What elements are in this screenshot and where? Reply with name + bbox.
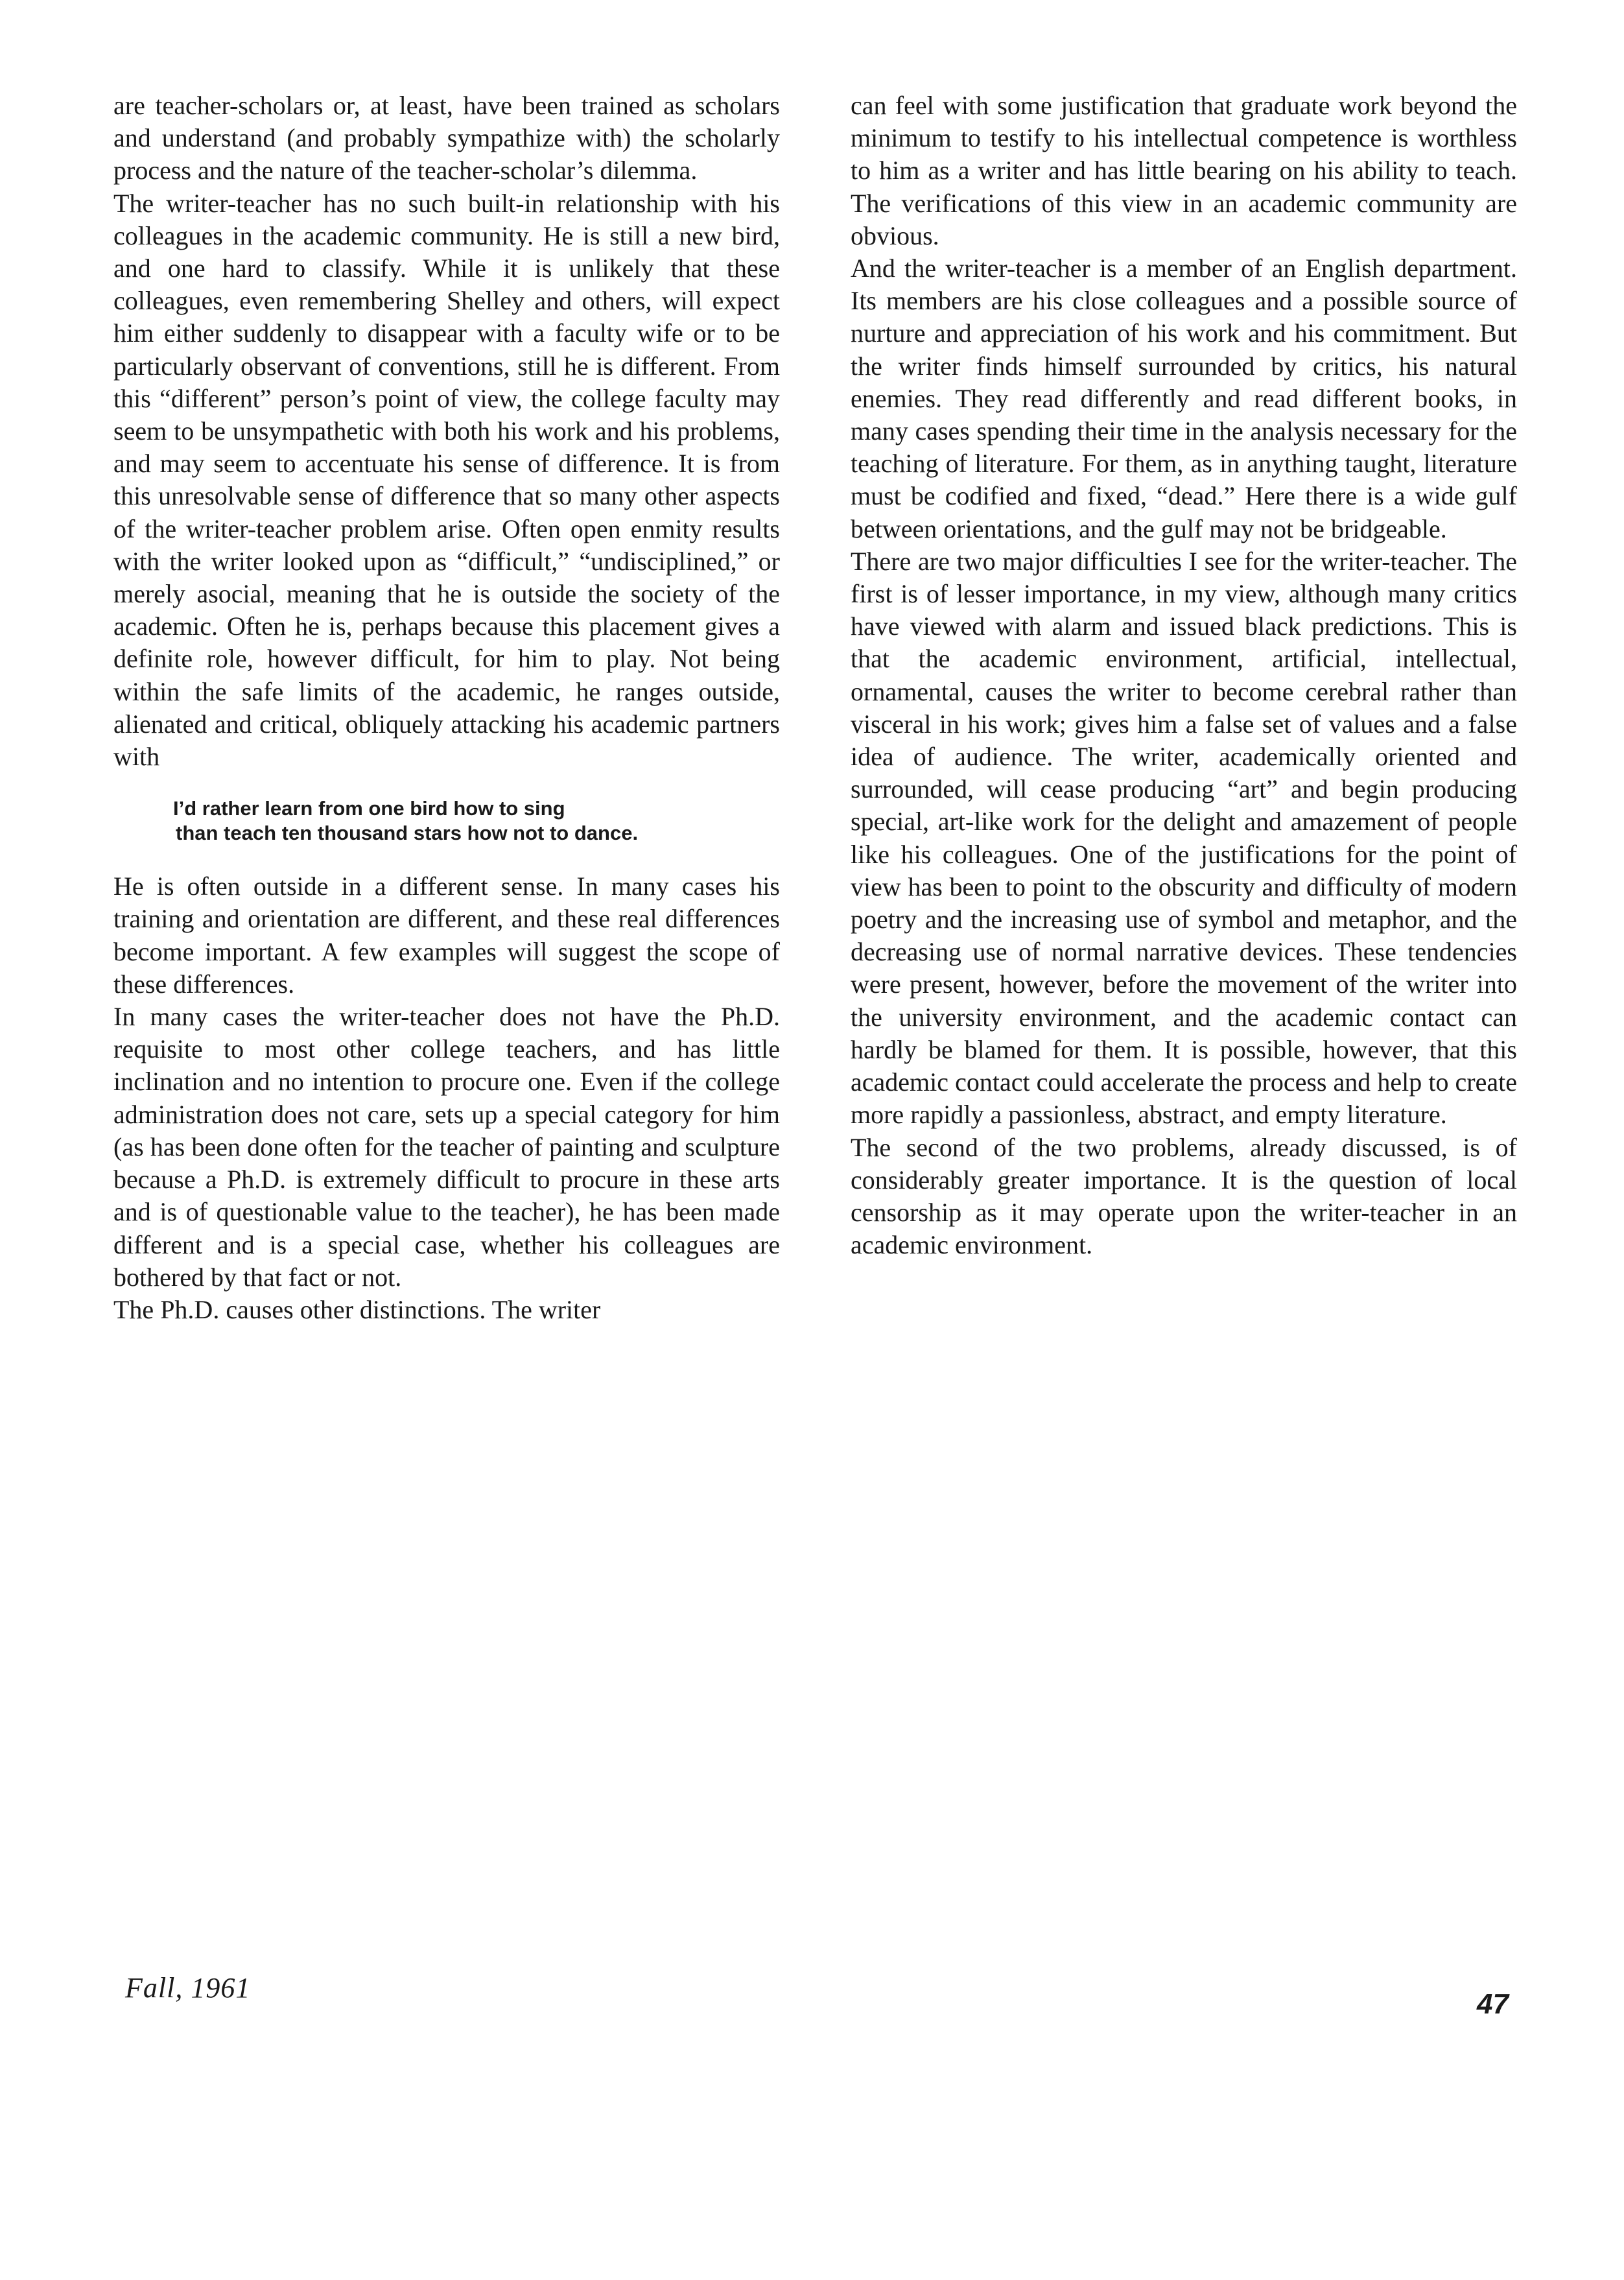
paragraph: The Ph.D. causes other distinctions. The writer: [113, 1294, 601, 1324]
paragraph: He is often outside in a different sense. In many cases his training and orientation are different, and these real differences become important. A few examples will suggest the scope of these differences.: [113, 872, 780, 999]
verse-quotation: [113, 796, 780, 846]
paragraph: The writer-teacher has no such built-in relationship with his colleagues in the academic community. He is still a new bird, and one hard to classify. While it is unlikely that these colleagues, even remembering Shelley and others, will expect him either suddenly to disappear with a faculty wife or to be particularly observant of conventions, still he is different. From this “different” person’s point of view, the college faculty may seem to be unsympathetic with both his work and his problems, and may seem to accentuate his sense of difference. It is from this unresolvable sense of difference that so many other aspects of the writer-teacher problem arise. Often open enmity results with the writer looked upon as “difficult,” “undisciplined,” or merely asocial, meaning that he is outside the society of the academic. Often he is, perhaps because this placement gives a definite role, however difficult, for him to play. Not being within the safe limits of the academic, he ranges outside, alienated and critical, obliquely attacking his academic partners with: [113, 188, 780, 772]
verse-line: I’d rather learn from one bird how to sing: [173, 797, 565, 820]
paragraph: can feel with some justification that graduate work beyond the minimum to testify to his intellectual competence is worthless to him as a writer and has little bearing on his ability to teach. The verifications of this view in an academic community are obvious.: [851, 91, 1517, 250]
paragraph: And the writer-teacher is a member of an English department. Its members are his close colleagues and a possible source of nurture and appreciation of his work and his commitment. But the writer finds himself surrounded by critics, his natural enemies. They read differently and read different books, in many cases spending their time in the analysis necessary for the teaching of literature. For them, as in anything taught, literature must be codified and fixed, “dead.” Here there is a wide gulf between orientations, and the gulf may not be bridgeable.: [851, 254, 1517, 543]
issue-date: Fall, 1961: [125, 1972, 251, 2004]
paragraph: are teacher-scholars or, at least, have been trained as scholars and understand (and probably sympathize with) the scholarly process and the nature of the teacher-scholar’s dilemma.: [113, 91, 780, 185]
paragraph: There are two major difficulties I see for the writer-teacher. The first is of lesser importance, in my view, although many critics have viewed with alarm and issued black predictions. This is that the academic environment, artificial, intellectual, ornamental, causes the writer to become cerebral rather than visceral in his work; gives him a false set of values and a false idea of audience. The writer, academically oriented and surrounded, will cease producing “art” and begin producing special, art-like work for the delight and amazement of people like his colleagues. One of the justifications for the point of view has been to point to the obscurity and difficulty of modern poetry and the increasing use of symbol and metaphor, and the decreasing use of normal narrative devices. These tendencies were present, however, before the movement of the writer into the university environment, and the academic contact can hardly be blamed for them. It is possible, however, that this academic contact could accelerate the process and help to create more rapidly a passionless, abstract, and empty literature.: [851, 546, 1517, 1130]
paragraph: In many cases the writer-teacher does not have the Ph.D. requisite to most other college teachers, and has little inclination and no intention to procure one. Even if the college administration does not care, sets up a special category for him (as has been done often for the teacher of painting and sculpture because a Ph.D. is extremely difficult to procure in these arts and is of questionable value to the teacher), he has been made different and is a special case, whether his colleagues are bothered by that fact or not.: [113, 1002, 780, 1292]
paragraph: The second of the two problems, already discussed, is of considerably greater importance. It is the question of local censorship as it may operate upon the writer-teacher in an academic environment.: [851, 1132, 1517, 1260]
left-column: [113, 89, 780, 1326]
verse-line: than teach ten thousand stars how not to dance.: [176, 822, 639, 845]
right-column: [851, 89, 1517, 1261]
page-number: 47: [1477, 1988, 1509, 2020]
